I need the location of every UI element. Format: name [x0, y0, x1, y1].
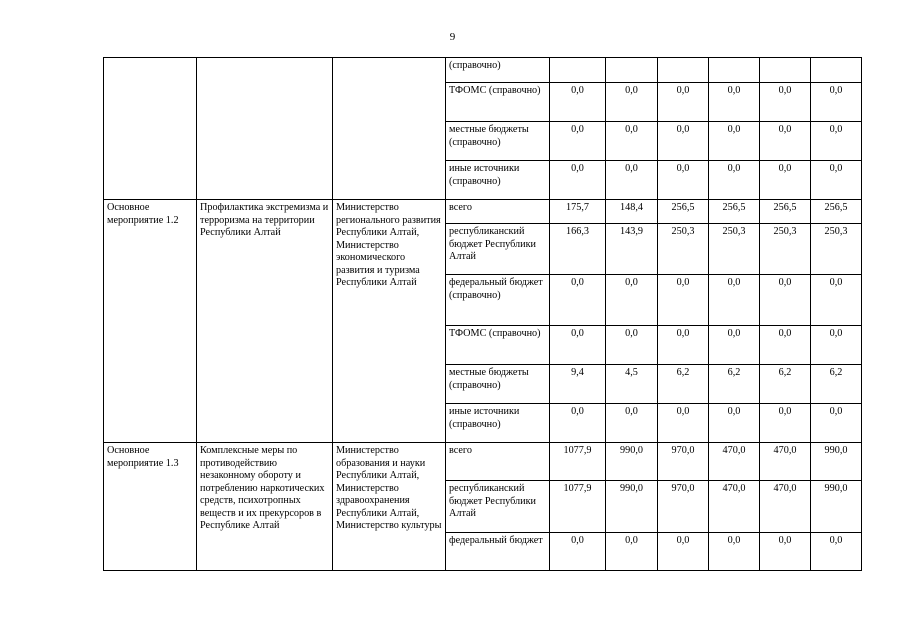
value-cell [658, 58, 709, 83]
value-cell: 250,3 [760, 224, 811, 275]
value-cell [811, 58, 862, 83]
value-cell [709, 58, 760, 83]
value-cell: 0,0 [606, 533, 658, 571]
value-cell: 256,5 [658, 200, 709, 224]
value-cell: 6,2 [760, 365, 811, 404]
value-cell [606, 58, 658, 83]
funding-source-cell: иные источники (справочно) [446, 161, 550, 200]
value-cell: 1077,9 [550, 481, 606, 533]
value-cell: 0,0 [760, 404, 811, 443]
value-cell: 0,0 [760, 83, 811, 122]
page-number: 9 [449, 31, 456, 43]
funding-source-cell: местные бюджеты (справочно) [446, 122, 550, 161]
funding-source-cell: федеральный бюджет [446, 533, 550, 571]
value-cell: 0,0 [658, 275, 709, 326]
value-cell: 0,0 [709, 404, 760, 443]
value-cell: 0,0 [658, 533, 709, 571]
value-cell: 256,5 [811, 200, 862, 224]
value-cell: 990,0 [811, 443, 862, 481]
value-cell: 0,0 [811, 161, 862, 200]
executor-cell: Министерство регионального развития Республики Алтай, Министерство экономического развития и туризма Республики Алтай [333, 200, 446, 443]
value-cell: 0,0 [550, 275, 606, 326]
value-cell: 9,4 [550, 365, 606, 404]
value-cell: 0,0 [658, 326, 709, 365]
funding-source-cell: всего [446, 443, 550, 481]
value-cell: 250,3 [709, 224, 760, 275]
value-cell: 4,5 [606, 365, 658, 404]
value-cell: 175,7 [550, 200, 606, 224]
value-cell [550, 58, 606, 83]
value-cell: 0,0 [811, 83, 862, 122]
table-row [104, 200, 862, 224]
value-cell: 0,0 [606, 326, 658, 365]
value-cell: 990,0 [606, 481, 658, 533]
value-cell: 0,0 [658, 404, 709, 443]
executor-cell: Министерство образования и науки Республики Алтай, Министерство здравоохранения Республики Алтай, Министерство культуры [333, 443, 446, 571]
value-cell: 0,0 [606, 122, 658, 161]
funding-source-cell: всего [446, 200, 550, 224]
value-cell: 0,0 [811, 404, 862, 443]
value-cell: 990,0 [811, 481, 862, 533]
value-cell: 470,0 [760, 481, 811, 533]
value-cell: 0,0 [709, 275, 760, 326]
value-cell: 0,0 [760, 533, 811, 571]
value-cell: 256,5 [760, 200, 811, 224]
value-cell: 148,4 [606, 200, 658, 224]
funding-source-cell: республиканский бюджет Республики Алтай [446, 224, 550, 275]
value-cell: 0,0 [658, 122, 709, 161]
activity-code-cell: Основное мероприятие 1.3 [104, 443, 197, 571]
value-cell: 6,2 [658, 365, 709, 404]
value-cell: 0,0 [709, 326, 760, 365]
activity-code-cell: Основное мероприятие 1.2 [104, 200, 197, 443]
funding-source-cell: ТФОМС (справочно) [446, 83, 550, 122]
value-cell: 0,0 [709, 161, 760, 200]
activity-code-cell [104, 58, 197, 200]
value-cell: 0,0 [550, 326, 606, 365]
value-cell: 0,0 [606, 83, 658, 122]
value-cell: 470,0 [709, 443, 760, 481]
funding-source-cell: (справочно) [446, 58, 550, 83]
value-cell: 0,0 [606, 404, 658, 443]
value-cell: 0,0 [811, 533, 862, 571]
value-cell: 250,3 [658, 224, 709, 275]
value-cell: 0,0 [760, 161, 811, 200]
value-cell: 0,0 [811, 122, 862, 161]
value-cell: 256,5 [709, 200, 760, 224]
funding-source-cell: ТФОМС (справочно) [446, 326, 550, 365]
value-cell: 0,0 [658, 83, 709, 122]
funding-source-cell: местные бюджеты (справочно) [446, 365, 550, 404]
value-cell: 0,0 [760, 275, 811, 326]
value-cell: 6,2 [811, 365, 862, 404]
value-cell: 0,0 [658, 161, 709, 200]
value-cell: 1077,9 [550, 443, 606, 481]
value-cell: 970,0 [658, 443, 709, 481]
value-cell: 0,0 [760, 122, 811, 161]
value-cell [760, 58, 811, 83]
value-cell: 0,0 [709, 83, 760, 122]
funding-source-cell: республиканский бюджет Республики Алтай [446, 481, 550, 533]
budget-table [103, 57, 862, 571]
value-cell: 0,0 [550, 533, 606, 571]
value-cell: 166,3 [550, 224, 606, 275]
funding-source-cell: федеральный бюджет (справочно) [446, 275, 550, 326]
table-row [104, 58, 862, 83]
table-row [104, 443, 862, 481]
executor-cell [333, 58, 446, 200]
value-cell: 0,0 [760, 326, 811, 365]
value-cell: 0,0 [709, 122, 760, 161]
value-cell: 0,0 [606, 161, 658, 200]
activity-name-cell [197, 58, 333, 200]
funding-source-cell: иные источники (справочно) [446, 404, 550, 443]
activity-name-cell: Комплексные меры по противодействию незаконному обороту и потреблению наркотических средств, психотропных веществ и их прекурсоров в Республике Алтай [197, 443, 333, 571]
value-cell: 143,9 [606, 224, 658, 275]
value-cell: 250,3 [811, 224, 862, 275]
value-cell: 0,0 [550, 83, 606, 122]
activity-name-cell: Профилактика экстремизма и терроризма на территории Республики Алтай [197, 200, 333, 443]
value-cell: 0,0 [550, 122, 606, 161]
value-cell: 0,0 [811, 275, 862, 326]
value-cell: 0,0 [709, 533, 760, 571]
value-cell: 0,0 [550, 161, 606, 200]
value-cell: 970,0 [658, 481, 709, 533]
value-cell: 990,0 [606, 443, 658, 481]
value-cell: 470,0 [760, 443, 811, 481]
value-cell: 0,0 [550, 404, 606, 443]
value-cell: 0,0 [606, 275, 658, 326]
value-cell: 470,0 [709, 481, 760, 533]
value-cell: 6,2 [709, 365, 760, 404]
value-cell: 0,0 [811, 326, 862, 365]
